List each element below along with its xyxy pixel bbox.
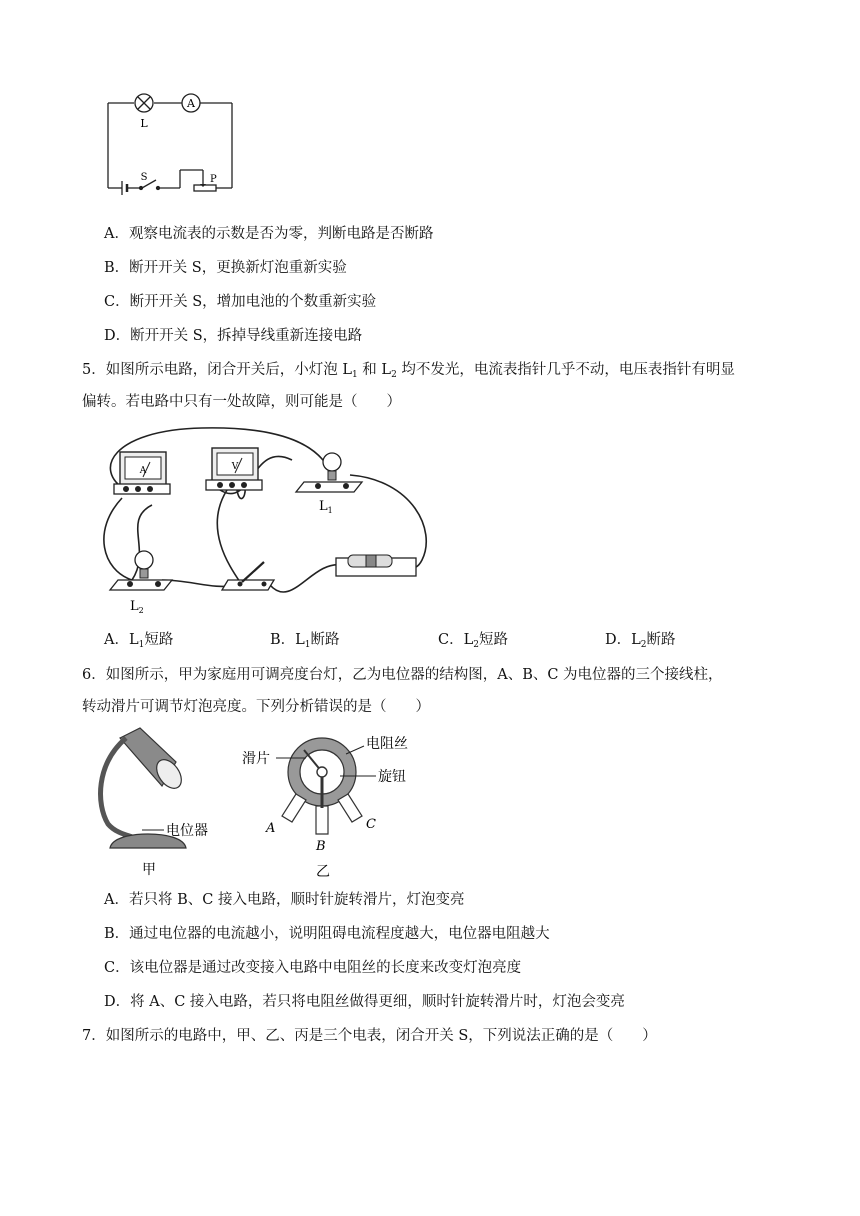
q6-option-c: C．该电位器是通过改变接入电路中电阻丝的长度来改变灯泡亮度	[104, 960, 522, 976]
q7-stem-line1: 7．如图所示的电路中，甲、乙、丙是三个电表，闭合开关 S，下列说法正确的是（ ）	[82, 1028, 657, 1044]
q4-option-a: A．观察电流表的示数是否为零，判断电路是否断路	[104, 226, 434, 242]
q4-option-b: B．断开开关 S，更换新灯泡重新实验	[104, 260, 347, 276]
q6-stem-line1: 6．如图所示，甲为家庭用可调亮度台灯，乙为电位器的结构图，A、B、C 为电位器的三个接线柱，	[82, 667, 723, 683]
q6-option-a: A．若只将 B、C 接入电路，顺时针旋转滑片，灯泡变亮	[104, 892, 465, 908]
q5-option-b: B．$L_1$断路	[270, 632, 340, 650]
ammeter-symbol-label: A	[187, 97, 195, 110]
q4-option-c: C．断开开关 S，增加电池的个数重新实验	[104, 294, 377, 310]
switch-label: S	[140, 172, 148, 183]
knob-callout: 旋钮	[378, 769, 406, 785]
battery-holder	[336, 555, 416, 576]
q5-option-a: A．$L_1$短路	[104, 632, 174, 650]
voltmeter-device-label: V	[231, 462, 239, 472]
ammeter-device-label: A	[139, 466, 147, 476]
terminal-b-label: B	[316, 839, 326, 854]
slider-callout: 滑片	[242, 751, 270, 767]
q6-option-b: B．通过电位器的电流越小，说明阻碍电流程度越大，电位器电阻越大	[104, 926, 550, 942]
q5-stem-part2: 和 L	[357, 362, 392, 378]
lamp-label: L	[140, 117, 148, 130]
q5-option-d: D．$L_2$断路	[605, 632, 676, 650]
q5-stem-sub2: 2	[391, 370, 397, 380]
lamp-l1-label: $L_1$	[319, 499, 333, 515]
resistance-wire-callout: 电阻丝	[366, 736, 408, 752]
q5-stem-part1: 5．如图所示电路，闭合开关后，小灯泡 L	[82, 362, 352, 378]
potentiometer-callout: 电位器	[166, 823, 208, 839]
q6-potentiometer-figure	[236, 724, 456, 884]
figure-jia-label: 甲	[142, 862, 156, 878]
q5-circuit-figure	[92, 420, 442, 620]
q6-lamp-figure	[96, 724, 236, 884]
figure-yi-label: 乙	[316, 864, 330, 880]
lamp-l2	[110, 551, 172, 590]
lamp-l1	[296, 453, 362, 492]
q5-stem-line2: 偏转。若电路中只有一处故障，则可能是（ ）	[82, 394, 401, 410]
terminal-a-label: A	[266, 821, 276, 836]
q4-option-d: D．断开开关 S，拆掉导线重新连接电路	[104, 328, 363, 344]
q5-option-c: C．$L_2$短路	[438, 632, 508, 650]
q6-stem-line2: 转动滑片可调节灯泡亮度。下列分析错误的是（ ）	[82, 699, 430, 715]
q5-stem-part3: 均不发光，电流表指针几乎不动，电压表指针有明显	[396, 362, 735, 378]
lamp-l2-label: $L_2$	[130, 599, 144, 615]
q5-stem-line1	[82, 360, 735, 380]
q6-option-d: D．将 A、C 接入电路，若只将电阻丝做得更细，顺时针旋转滑片时，灯泡会变亮	[104, 994, 625, 1010]
circuit-diagram-lamp-ammeter	[100, 88, 240, 198]
terminal-c-label: C	[366, 817, 376, 832]
q5-stem-sub1: 1	[351, 370, 358, 380]
slider-label: P	[210, 174, 217, 185]
